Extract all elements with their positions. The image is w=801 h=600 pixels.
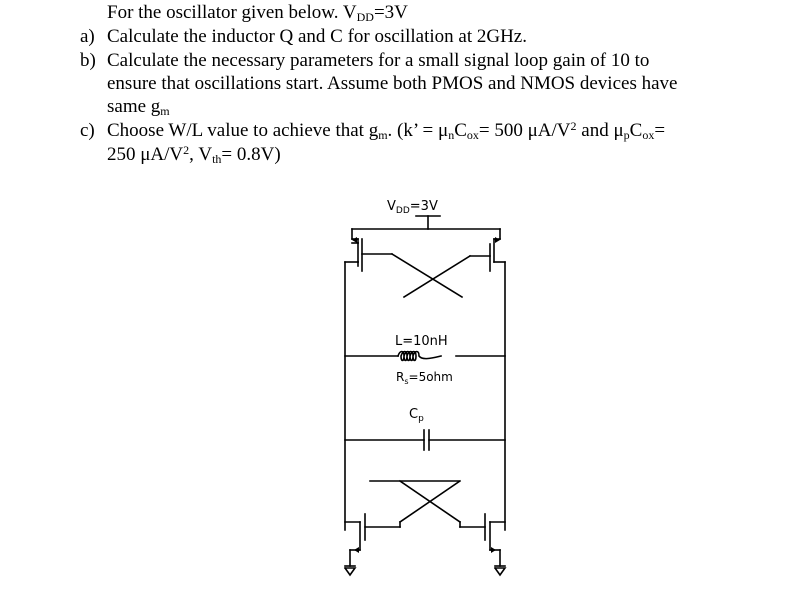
part-b-line2: ensure that oscillations start. Assume both PMOS and NMOS devices have bbox=[107, 73, 678, 94]
pmos-left bbox=[345, 229, 392, 271]
nmos-left bbox=[345, 514, 400, 575]
part-c-line2: 250 $\mu A/V^2$, $V_{th}= 0.8V$) bbox=[107, 143, 281, 166]
nmos-left-arrow bbox=[354, 547, 359, 553]
part-b-marker: b) bbox=[80, 50, 96, 71]
capacitor-label: $C_p$ bbox=[409, 407, 424, 424]
part-c-line1: Choose W/L value to achieve that $g_m$. (k’ = $\mu_nC_{ox}= 500$ $\mu A/V^2$ and $\mu_pC_{ox}=$ bbox=[107, 119, 666, 142]
pmos-cross-coupling bbox=[392, 254, 470, 297]
inductor bbox=[345, 352, 505, 361]
part-b-line1: Calculate the necessary parameters for a small signal loop gain of 10 to bbox=[107, 50, 650, 71]
part-a-marker: a) bbox=[80, 26, 95, 47]
part-a-text: Calculate the inductor Q and C for oscillation at 2GHz. bbox=[107, 26, 527, 47]
nmos-right-arrow bbox=[491, 547, 496, 553]
resistor-label: $R_s=5ohm$ bbox=[396, 370, 453, 386]
problem-intro: For the oscillator given below. $V_{DD}=3V$ bbox=[107, 2, 408, 24]
capacitor bbox=[345, 430, 505, 450]
vdd-supply bbox=[352, 216, 500, 229]
nmos-cross-coupling bbox=[370, 481, 460, 522]
nmos-right bbox=[460, 514, 505, 575]
vdd-label: $V_{DD}=3V$ bbox=[387, 199, 438, 216]
part-c-marker: c) bbox=[80, 120, 95, 141]
part-b-line3: same $g_m$ bbox=[107, 96, 170, 118]
pmos-right bbox=[470, 229, 505, 271]
inductor-label: L=10nH bbox=[395, 334, 448, 349]
